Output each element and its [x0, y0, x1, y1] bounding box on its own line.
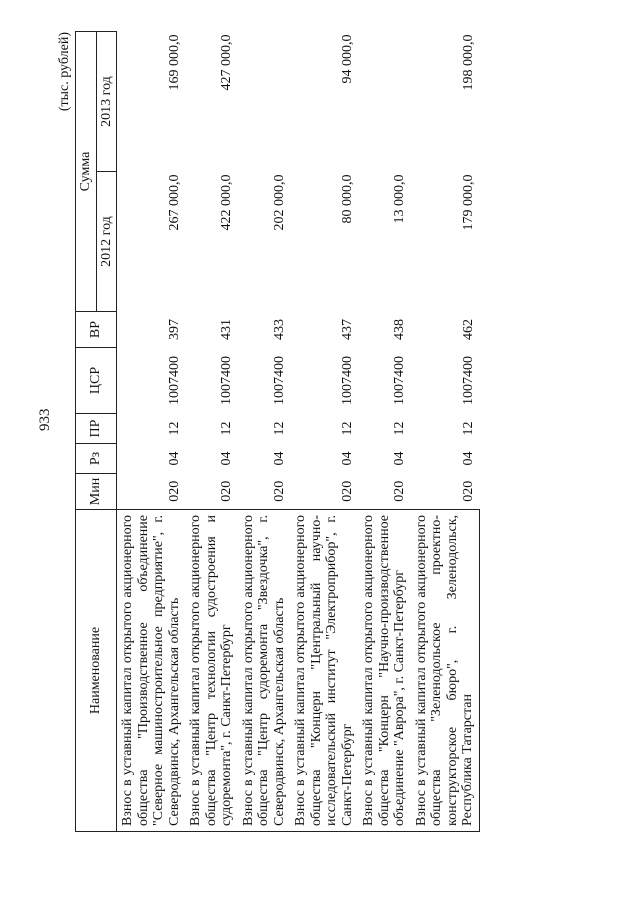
row-csr: 1007400 — [339, 356, 355, 405]
header-vr: ВР — [76, 312, 117, 348]
table-row — [238, 32, 291, 832]
row-sum-2012: 13 000,0 — [392, 174, 407, 224]
row-sum-2012: 422 000,0 — [219, 174, 234, 231]
row-sum-2013: 427 000,0 — [219, 34, 234, 91]
row-min: 020 — [271, 480, 287, 502]
row-sum-2013: 198 000,0 — [460, 34, 476, 91]
row-min: 020 — [460, 480, 476, 502]
row-sum-2013 — [358, 32, 411, 172]
row-pr: 12 — [392, 421, 407, 436]
row-name: Взнос в уставный капитал открытого акционерного общества "Центр судоремонта "Звездочка", г. Северодвинск, Архангельская область — [238, 510, 291, 832]
row-pr: 12 — [219, 421, 234, 436]
header-name: Наименование — [76, 510, 117, 832]
row-vr: 438 — [392, 319, 407, 340]
row-min: 020 — [166, 480, 182, 502]
row-sum-2013: 94 000,0 — [339, 34, 355, 84]
row-rz: 04 — [392, 451, 407, 466]
units-label: (тыс. рублей) — [57, 32, 72, 112]
table-body — [117, 32, 480, 832]
row-csr: 1007400 — [460, 356, 476, 405]
row-pr: 12 — [271, 421, 287, 436]
budget-table — [75, 31, 480, 832]
row-pr: 12 — [460, 421, 476, 436]
header-year-2013: 2013 год — [96, 32, 117, 172]
rotated-table-sheet — [57, 32, 507, 832]
row-rz: 04 — [460, 451, 476, 466]
row-min: 020 — [219, 480, 234, 502]
row-vr: 437 — [339, 319, 355, 340]
row-rz: 04 — [219, 451, 234, 466]
row-name: Взнос в уставный капитал открытого акционерного общества "Центр технологии судостроения и судоремонта", г. Санкт-Петербург — [185, 510, 238, 832]
row-name: Взнос в уставный капитал открытого акционерного общества "Концерн "Научно-производственное объединение "Аврора", г. Санкт-Петербург — [358, 510, 411, 832]
row-csr: 1007400 — [271, 356, 287, 405]
page-number: 933 — [37, 408, 53, 431]
header-row — [76, 32, 97, 832]
table-row — [185, 32, 238, 832]
header-year-2012: 2012 год — [96, 172, 117, 312]
row-sum-2013: 169 000,0 — [166, 34, 182, 91]
row-vr: 397 — [166, 319, 182, 340]
row-vr: 433 — [271, 319, 287, 340]
row-min: 020 — [392, 480, 407, 502]
row-sum-2012: 179 000,0 — [460, 174, 476, 231]
row-sum-2012: 202 000,0 — [271, 174, 287, 231]
row-rz: 04 — [339, 451, 355, 466]
row-sum-2013 — [238, 32, 291, 172]
row-csr: 1007400 — [392, 356, 407, 405]
row-rz: 04 — [271, 451, 287, 466]
header-rz: Рз — [76, 444, 117, 474]
row-name: Взнос в уставный капитал открытого акционерного общества "Зеленодольское проектно-конструкторское бюро", г. Зеленодольск, Республика Татарстан — [411, 510, 480, 832]
row-min: 020 — [339, 480, 355, 502]
header-pr: ПР — [76, 414, 117, 444]
row-pr: 12 — [339, 421, 355, 436]
row-vr: 431 — [219, 319, 234, 340]
row-name: Взнос в уставный капитал открытого акционерного общества "Концерн "Центральный научно-исследовательский институт "Электроприбор", г. Санкт-Петербург — [290, 510, 358, 832]
header-csr: ЦСР — [76, 348, 117, 414]
header-min: Мин — [76, 474, 117, 510]
row-csr: 1007400 — [219, 356, 234, 405]
row-csr: 1007400 — [166, 356, 182, 405]
row-vr: 462 — [460, 319, 476, 340]
row-sum-2012: 80 000,0 — [339, 174, 355, 224]
table-row — [290, 32, 358, 832]
row-pr: 12 — [166, 421, 182, 436]
table-row — [411, 32, 480, 832]
table-row — [117, 32, 186, 832]
table-row — [358, 32, 411, 832]
row-rz: 04 — [166, 451, 182, 466]
row-sum-2012: 267 000,0 — [166, 174, 182, 231]
row-name: Взнос в уставный капитал открытого акционерного общества "Производственное объединение "Северное машиностроительное предприятие", г. Северодвинск, Архангельская область — [117, 510, 186, 832]
header-sum: Сумма — [76, 32, 97, 312]
